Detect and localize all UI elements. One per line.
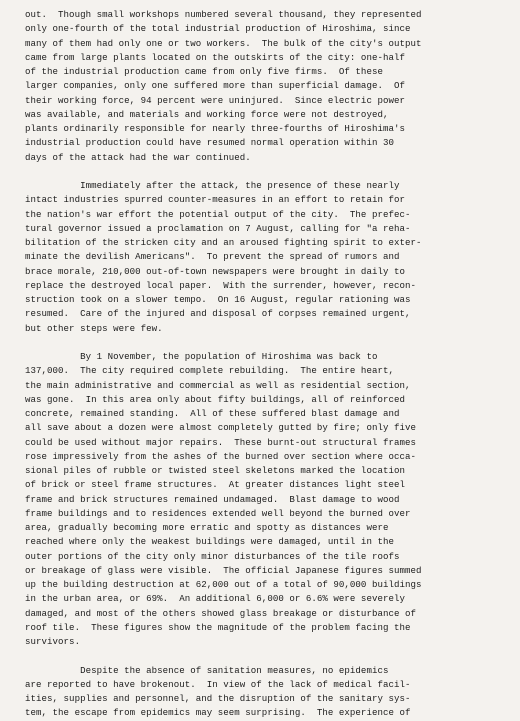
text-line: plants ordinarily responsible for nearly three-fourths of Hiroshima's	[25, 123, 405, 134]
text-line: brace morale, 210,000 out-of-town newspapers were brought in daily to	[25, 265, 405, 277]
text-line: could be used without major repairs. These burnt-out structural frames	[25, 436, 417, 448]
text-line: of the industrial production came from only five firms. Of these	[25, 66, 383, 77]
text-line: resumed. Care of the injured and disposal of corpses remained urgent,	[25, 308, 411, 320]
text-line: reached where only the weakest buildings were damaged, until in the	[25, 536, 394, 548]
paragraph	[25, 8, 498, 165]
text-line: in the urban area, or 69%. An additional 6,000 or 6.6% were severely	[25, 593, 405, 605]
text-line: was gone. In this area only about fifty buildings, all of reinforced	[25, 393, 405, 405]
text-line: was available, and materials and working force were not destroyed,	[25, 108, 389, 120]
text-line: their working force, 94 percent were uninjured. Since electric power	[25, 94, 405, 106]
text-line: survivors.	[25, 636, 81, 647]
paragraph-gap	[25, 165, 498, 179]
text-line: frame buildings and to residences extended well beyond the burned over	[25, 507, 411, 519]
text-line: or breakage of glass were visible. The official Japanese figures summed	[25, 564, 422, 576]
text-line: are reported to have brokenout. In view of the lack of medical facil-	[25, 678, 411, 690]
text-line: struction took on a slower tempo. On 16 August, regular rationing was	[25, 294, 411, 305]
paragraph	[25, 350, 498, 649]
text-line: minate the devilish Americans". To prevent the spread of rumors and	[25, 251, 400, 263]
text-line: frame and brick structures remained undamaged. Blast damage to wood	[25, 493, 400, 505]
text-line: larger companies, only one suffered more than superficial damage. Of	[25, 80, 405, 92]
text-line: Despite the absence of sanitation measures, no epidemics	[25, 664, 389, 676]
text-line: tem, the escape from epidemics may seem surprising. The experience of	[25, 707, 411, 719]
text-line: up the building destruction at 62,000 out of a total of 90,000 buildings	[25, 579, 422, 590]
text-line: outer portions of the city only minor disturbances of the tile roofs	[25, 550, 400, 562]
text-line: the nation's war effort the potential output of the city. The prefec-	[25, 208, 411, 220]
paragraph	[25, 664, 498, 721]
text-line: out. Though small workshops numbered several thousand, they represented	[25, 9, 422, 20]
text-line: came from large plants located on the outskirts of the city: one-half	[25, 51, 405, 63]
text-line: only one-fourth of the total industrial production of Hiroshima, since	[25, 23, 411, 35]
text-line: replace the destroyed local paper. With the surrender, however, recon-	[25, 279, 417, 291]
text-line: area, gradually becoming more erratic and spotty as distances were	[25, 522, 389, 533]
text-line: rose impressively from the ashes of the burned over section where occa-	[25, 450, 417, 462]
text-line: days of the attack had the war continued.	[25, 151, 251, 163]
text-line: sional piles of rubble or twisted steel skeletons marked the location	[25, 465, 405, 476]
text-line: damaged, and most of the others showed glass breakage or disturbance of	[25, 607, 417, 619]
text-line: By 1 November, the population of Hiroshima was back to	[25, 351, 378, 362]
paragraph	[25, 179, 498, 336]
text-line: but other steps were few.	[25, 322, 163, 334]
text-line: bilitation of the stricken city and an aroused fighting spirit to exter-	[25, 237, 422, 248]
text-line: concrete, remained standing. All of these suffered blast damage and	[25, 408, 400, 419]
text-line: ities, supplies and personnel, and the disruption of the sanitary sys-	[25, 693, 411, 704]
text-line: industrial production could have resumed normal operation within 30	[25, 137, 394, 149]
paragraph-gap	[25, 336, 498, 350]
text-line: tural governor issued a proclamation on 7 August, calling for "a reha-	[25, 222, 411, 234]
text-line: intact industries spurred counter-measures in an effort to retain for	[25, 194, 405, 206]
text-line: Immediately after the attack, the presence of these nearly	[25, 180, 400, 191]
text-line: many of them had only one or two workers. The bulk of the city's output	[25, 37, 422, 49]
text-line: the main administrative and commercial as well as residential section,	[25, 379, 411, 391]
text-line: 137,000. The city required complete rebuilding. The entire heart,	[25, 365, 394, 377]
text-line: roof tile. These figures show the magnitude of the problem facing the	[25, 621, 411, 633]
paragraph-gap	[25, 649, 498, 663]
text-line: of brick or steel frame structures. At greater distances light steel	[25, 479, 405, 491]
text-line: all save about a dozen were almost completely gutted by fire; only five	[25, 422, 417, 434]
body-text	[25, 8, 498, 721]
